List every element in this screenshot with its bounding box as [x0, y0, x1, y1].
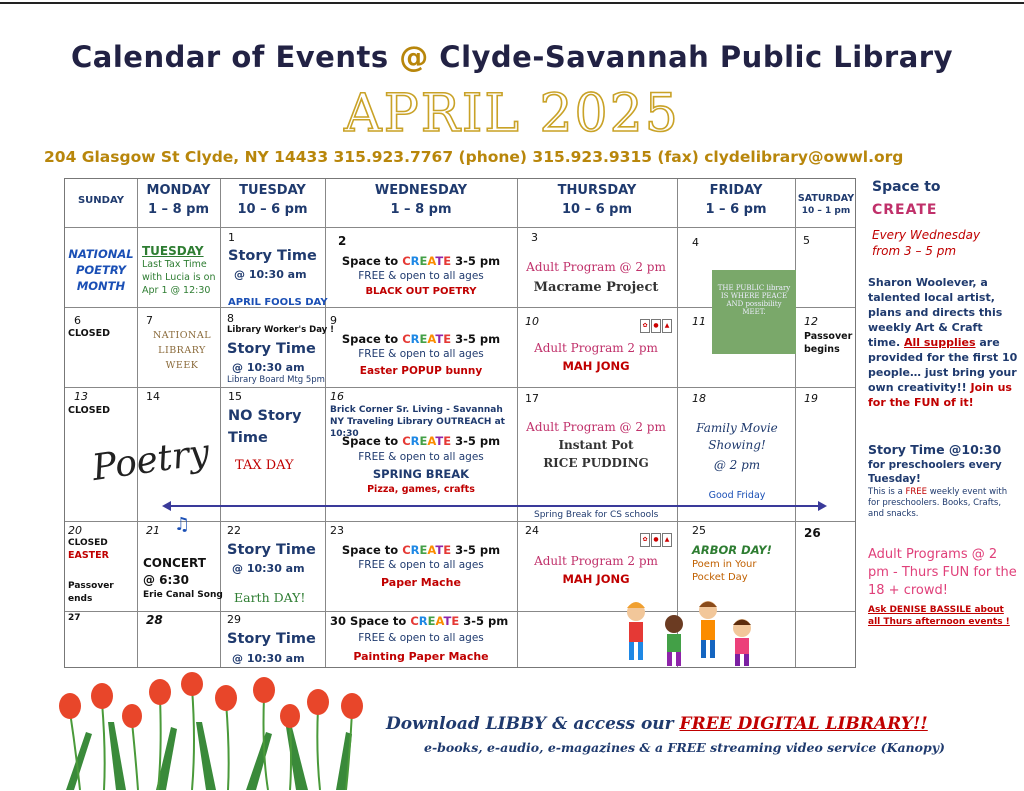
earth-day: Earth DAY! — [234, 590, 306, 605]
date-15: 15 — [228, 390, 242, 403]
tulip-flower — [59, 693, 81, 719]
arrow-right-icon — [818, 501, 827, 511]
tulip-flower — [122, 704, 142, 728]
date-1: 1 — [228, 231, 235, 244]
space-to-create-30: 30 Space to CREATE 3-5 pm — [330, 614, 509, 628]
grid-line — [677, 179, 678, 667]
tulips-illustration — [46, 672, 376, 790]
children-illustration — [616, 598, 758, 670]
story-time-29: Story Time — [227, 631, 316, 647]
story-time-1-hour: @ 10:30 am — [234, 268, 307, 281]
workers-day: Library Worker's Day ! — [227, 325, 335, 335]
date-21: 21 — [146, 524, 160, 537]
arrow-left-icon — [162, 501, 171, 511]
adult-program-24: Adult Program 2 pm — [534, 554, 658, 568]
rice-pudding: RICE PUDDING — [543, 456, 649, 470]
free-open-2: FREE & open to all ages — [358, 270, 484, 282]
story-time-22-hour: @ 10:30 am — [232, 562, 305, 575]
date-20: 20 — [68, 524, 82, 537]
child-figure — [627, 602, 645, 660]
tulip-stem — [192, 688, 194, 790]
macrame-project: Macrame Project — [533, 280, 659, 295]
brick-corner-outreach: Brick Corner Sr. Living - Savannah NY Traveling Library OUTREACH at 10:30 — [330, 405, 505, 439]
top-border — [0, 2, 1024, 4]
story-time-1: Story Time — [228, 248, 317, 264]
concert: CONCERT — [143, 556, 206, 570]
date-28: 28 — [146, 613, 163, 627]
no-story-time: NO Story Time — [228, 408, 302, 446]
national-poetry-month: NATIONAL POETRY MONTH — [68, 247, 134, 293]
arbor-day: ARBOR DAY! — [692, 543, 772, 557]
closed-20: CLOSED — [68, 538, 108, 548]
date-3: 3 — [531, 231, 538, 244]
free-open-9: FREE & open to all ages — [358, 348, 484, 360]
grid-line — [65, 387, 855, 388]
header-sunday: SUNDAY — [77, 195, 124, 206]
date-18: 18 — [692, 392, 706, 405]
date-12: 12 — [804, 315, 818, 328]
date-27: 27 — [68, 613, 81, 623]
sidebar-ask-denise: Ask DENISE BASSILE about all Thurs afternoon events ! — [868, 605, 1010, 627]
date-4: 4 — [692, 236, 699, 249]
header-friday: FRIDAY 1 – 6 pm — [705, 183, 767, 217]
painting-paper-mache: Painting Paper Mache — [353, 650, 489, 663]
header-tuesday: TUESDAY 10 – 6 pm — [237, 183, 308, 217]
mah-jong-24: MAH JONG — [562, 572, 630, 586]
date-19: 19 — [804, 392, 818, 405]
adult-program-10: Adult Program 2 pm — [534, 341, 658, 355]
easter: EASTER — [68, 550, 109, 561]
tulip-flower — [280, 704, 300, 728]
month-title: APRIL 2025 — [344, 84, 680, 144]
tulip-flower — [307, 689, 329, 715]
sidebar-space-to: Space to — [872, 179, 941, 195]
pizza-games-crafts: Pizza, games, crafts — [367, 484, 475, 495]
date-5: 5 — [803, 234, 810, 247]
grid-line — [65, 227, 855, 228]
sidebar-free-weekly: This is a FREE weekly event with for preschoolers. Books, Crafts, and snacks. — [868, 487, 1008, 519]
date-9: 9 — [330, 314, 337, 327]
board-meeting: Library Board Mtg 5pm — [227, 375, 325, 385]
date-7: 7 — [146, 314, 153, 327]
page-title: Calendar of Events @ Clyde-Savannah Public Library — [70, 40, 954, 74]
sidebar-adult-programs: Adult Programs @ 2 pm - Thurs FUN for the 18 + crowd! — [868, 547, 1017, 598]
tulip-leaf — [286, 727, 308, 790]
tulip-stem — [132, 722, 138, 790]
space-to-create-16: Space to CREATE 3-5 pm — [341, 434, 501, 448]
spring-break: SPRING BREAK — [372, 467, 470, 481]
tulip-flower — [253, 677, 275, 703]
date-6: 6 — [74, 314, 81, 327]
date-24: 24 — [525, 524, 539, 537]
header-monday: MONDAY 1 – 8 pm — [146, 183, 211, 217]
date-29: 29 — [227, 613, 241, 626]
sidebar-preschoolers: for preschoolers every Tuesday! — [868, 459, 1002, 485]
date-2: 2 — [338, 234, 347, 248]
good-friday: Good Friday — [708, 490, 766, 501]
tulip-leaf — [108, 722, 126, 790]
sidebar-every-wednesday: Every Wednesday from 3 – 5 pm — [872, 228, 981, 258]
poetry-script: Poetry — [89, 432, 213, 489]
national-library-week: NATIONAL LIBRARY WEEK — [152, 330, 211, 371]
date-10: 10 — [525, 315, 539, 328]
tulip-flower — [91, 683, 113, 709]
closed-13: CLOSED — [68, 405, 110, 416]
date-8: 8 — [227, 312, 234, 325]
date-26: 26 — [804, 526, 821, 540]
tulip-stem — [317, 708, 320, 790]
footer-download-libby: Download LIBBY & access our FREE DIGITAL LIBRARY!! — [386, 714, 928, 734]
erie-canal-song: Erie Canal Song — [143, 590, 223, 600]
free-open-30: FREE & open to all ages — [358, 632, 484, 644]
paper-mache: Paper Mache — [381, 576, 461, 589]
space-to-create-9: Space to CREATE 3-5 pm — [341, 332, 501, 346]
tulip-leaf — [196, 722, 216, 790]
header-wednesday: WEDNESDAY 1 – 8 pm — [374, 183, 468, 217]
story-time-8-hour: @ 10:30 am — [232, 361, 305, 374]
family-movie: Family Movie Showing! — [696, 421, 778, 452]
adult-program-3: Adult Program @ 2 pm — [526, 260, 666, 274]
story-time-29-hour: @ 10:30 am — [232, 652, 305, 665]
tulip-leaf — [246, 732, 272, 790]
tulip-stem — [226, 702, 229, 790]
child-figure — [699, 601, 717, 658]
passover-ends: Passover ends — [68, 581, 114, 604]
grid-line — [325, 179, 326, 667]
tulip-stem — [290, 722, 291, 790]
date-14: 14 — [146, 390, 160, 403]
closed-6: CLOSED — [68, 328, 110, 339]
adult-program-17: Adult Program @ 2 pm — [526, 420, 666, 434]
date-13: 13 — [74, 390, 88, 403]
mahjong-tiles-icon: ✿ ● ▲ — [640, 312, 673, 333]
tuesday-label: TUESDAY — [142, 244, 204, 258]
footer-services: e-books, e-audio, e-magazines & a FREE streaming video service (Kanopy) — [424, 740, 945, 755]
free-open-23: FREE & open to all ages — [358, 559, 484, 571]
sidebar-story-time: Story Time @10:30 — [868, 442, 1002, 457]
grid-line — [795, 179, 796, 667]
story-time-8: Story Time — [227, 341, 316, 357]
sidebar-sharon: Sharon Woolever, a talented local artist, plans and directs this weekly Art & Craft time. All supplies are provided for the first 10 people… just bring your own creativity!! Join us for the FUN of it! — [868, 276, 1018, 409]
address-line: 204 Glasgow St Clyde, NY 14433 315.923.7767 (phone) 315.923.9315 (fax) clydelibrary@owwl.org — [44, 148, 904, 166]
family-movie-time: @ 2 pm — [713, 458, 761, 472]
concert-time: @ 6:30 — [143, 573, 190, 587]
space-to-create-2: Space to CREATE 3-5 pm — [341, 254, 501, 268]
mahjong-tiles-icon: ✿ ● ▲ — [640, 526, 673, 547]
poem-pocket-day: Poem in Your Pocket Day — [692, 559, 757, 583]
story-time-22: Story Time — [227, 542, 316, 558]
tulip-flower — [341, 693, 363, 719]
spring-break-cs: Spring Break for CS schools — [534, 510, 659, 520]
tax-day: TAX DAY — [235, 458, 294, 473]
library-quote-image: THE PUBLIC library IS WHERE PEACE AND possibility MEET. — [712, 270, 796, 354]
music-notes-icon: ♫ — [174, 514, 191, 535]
tulip-stem — [102, 702, 105, 790]
sidebar-create: CREATE — [872, 202, 938, 218]
date-25: 25 — [692, 524, 706, 537]
date-17: 17 — [525, 392, 539, 405]
tax-note: Last Tax Time with Lucia is on Apr 1 @ 12:30 — [142, 259, 216, 296]
instant-pot: Instant Pot — [558, 438, 634, 452]
passover-begins: Passover begins — [804, 331, 853, 355]
date-22: 22 — [227, 524, 241, 537]
easter-popup-bunny: Easter POPUP bunny — [359, 365, 483, 377]
child-figure — [733, 619, 751, 666]
date-16: 16 — [330, 390, 344, 403]
child-figure — [665, 615, 683, 666]
mah-jong-10: MAH JONG — [562, 359, 630, 373]
date-11: 11 — [692, 315, 706, 328]
tulip-flower — [215, 685, 237, 711]
black-out-poetry: BLACK OUT POETRY — [365, 286, 477, 297]
grid-line — [137, 179, 138, 667]
tulip-flower — [149, 679, 171, 705]
header-saturday: SATURDAY 10 – 1 pm — [797, 193, 855, 216]
april-fools: APRIL FOOLS DAY — [228, 297, 328, 308]
header-thursday: THURSDAY 10 – 6 pm — [557, 183, 637, 217]
free-open-16: FREE & open to all ages — [358, 451, 484, 463]
spring-break-arrow — [168, 505, 824, 507]
tulip-flower — [181, 672, 203, 696]
space-to-create-23: Space to CREATE 3-5 pm — [341, 543, 501, 557]
date-23: 23 — [330, 524, 344, 537]
